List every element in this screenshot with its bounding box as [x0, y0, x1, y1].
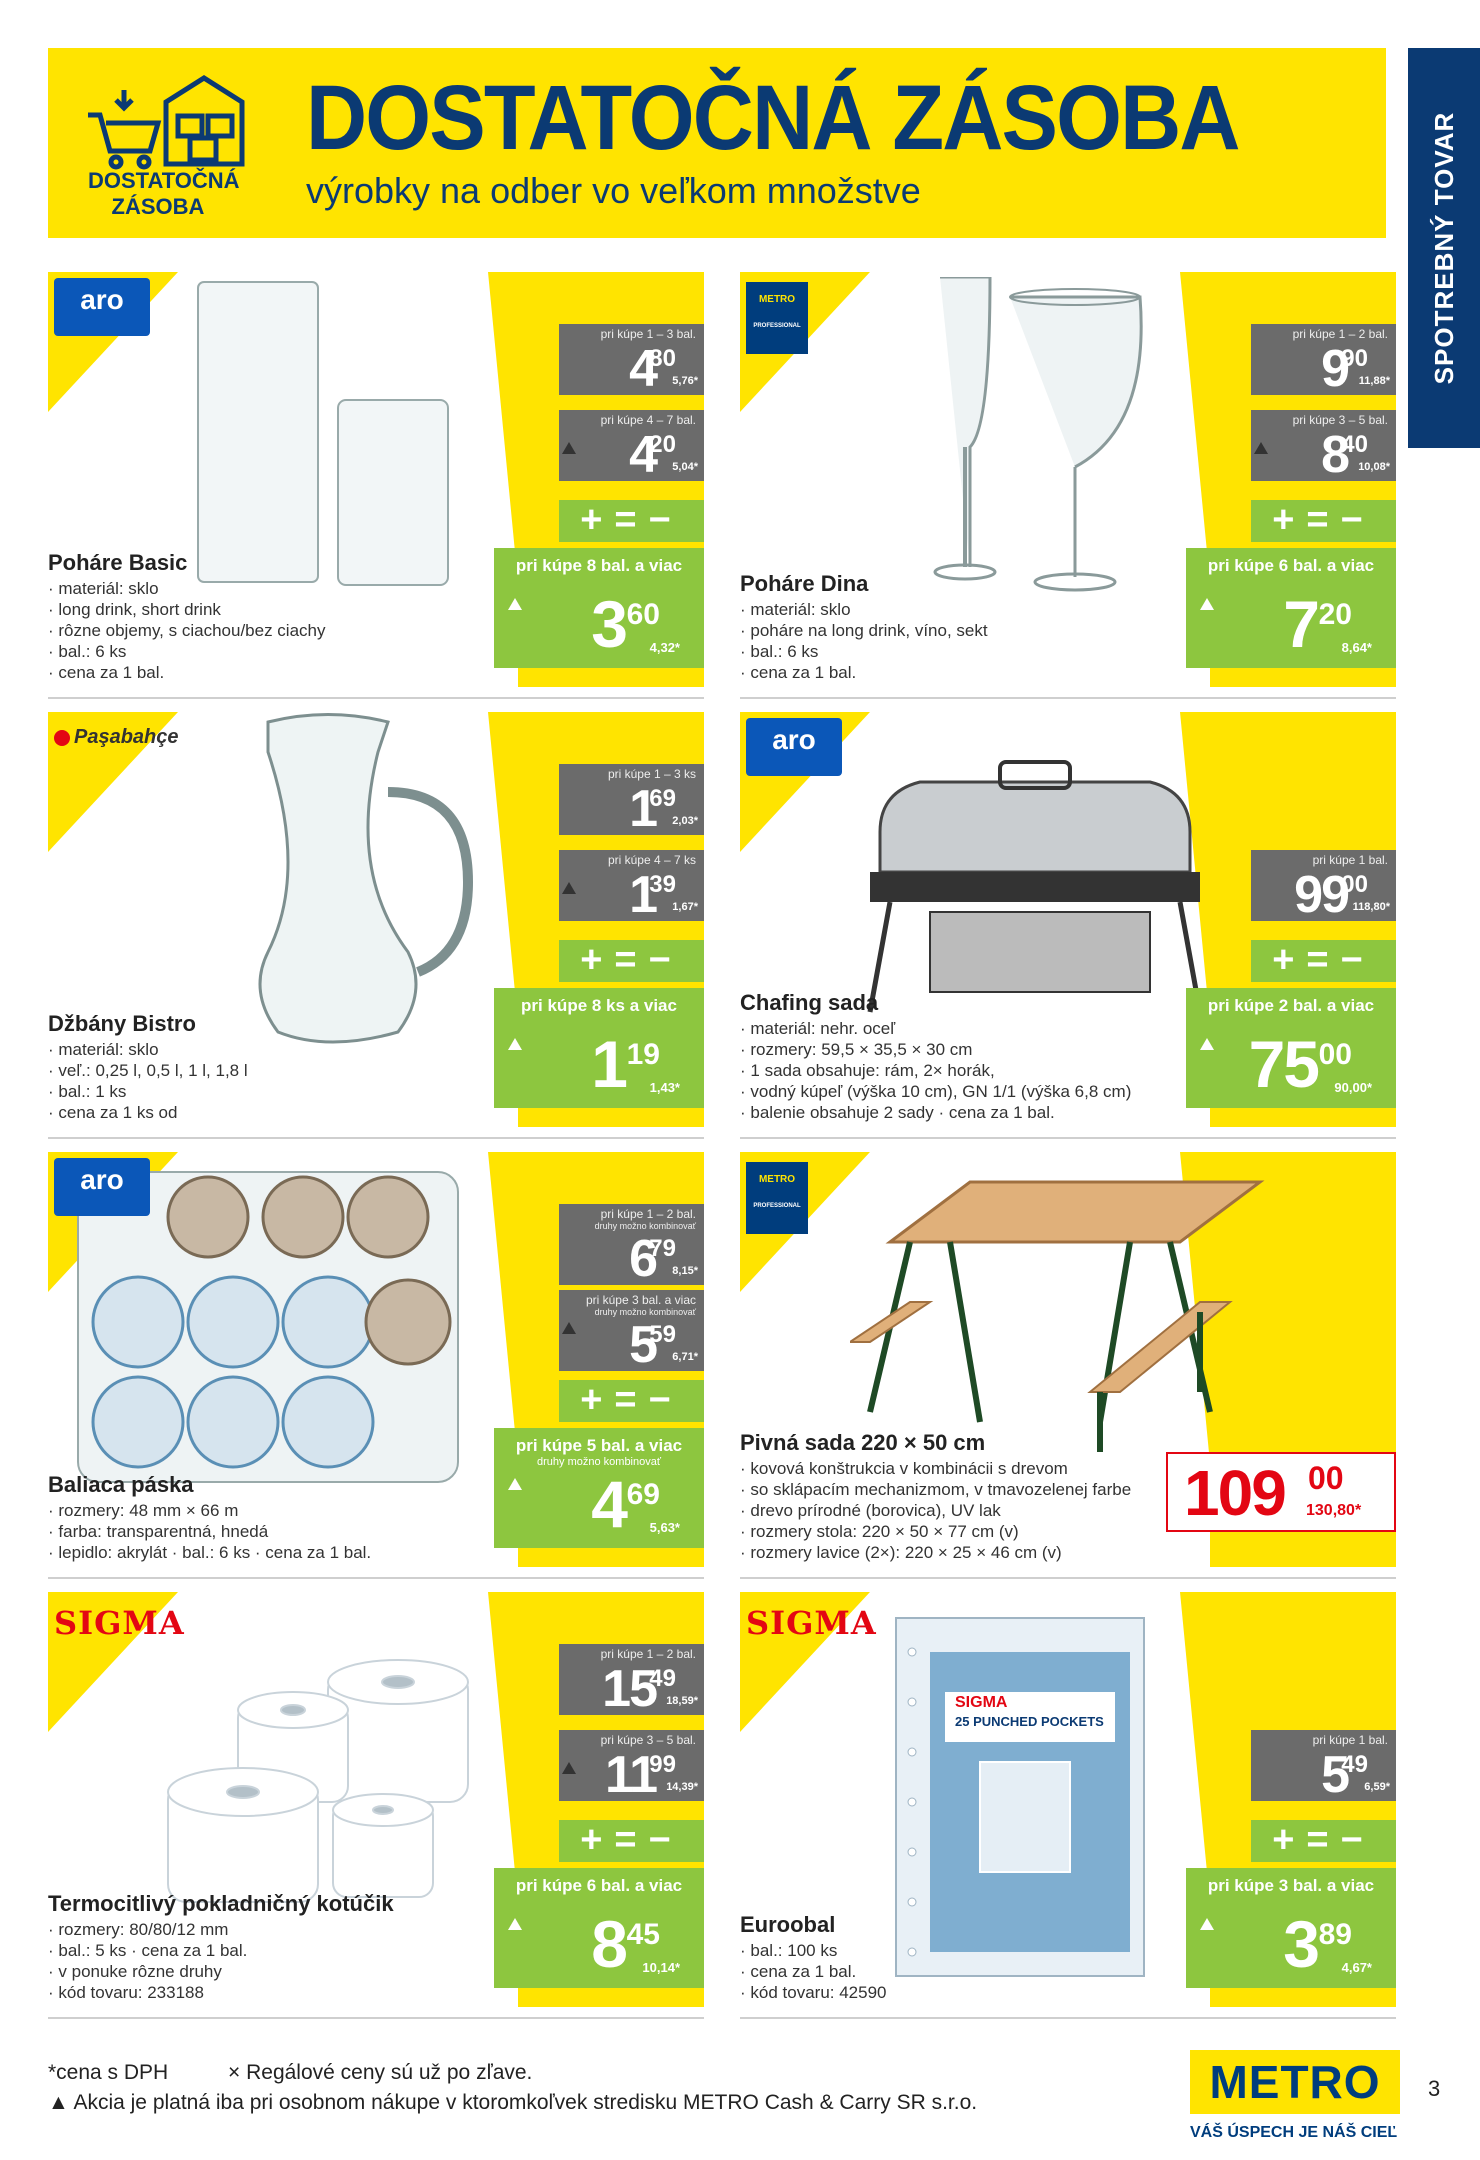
- price-box-red: 109 00 130,80*: [1166, 1452, 1396, 1532]
- best-price-box: pri kúpe 2 bal. a viac 75 00 90,00*: [1186, 988, 1396, 1108]
- divider: [48, 2017, 704, 2019]
- detail-item: · bal.: 6 ks: [48, 641, 326, 662]
- best-price-box: pri kúpe 3 bal. a viac 3 89 4,67*: [1186, 1868, 1396, 1988]
- detail-item: · rôzne objemy, s ciachou/bez ciachy: [48, 620, 326, 641]
- detail-item: · rozmery: 80/80/12 mm: [48, 1919, 247, 1940]
- icon-label: DOSTATOČNÁ ZÁSOBA: [88, 168, 240, 219]
- brand-logo-pasabahce: Paşabahçe: [54, 726, 179, 749]
- promo-triangle-icon: [562, 882, 576, 894]
- brand-dot-icon: [54, 730, 70, 746]
- detail-item: · cena za 1 bal.: [740, 662, 988, 683]
- product-image: [850, 732, 1210, 1022]
- promo-triangle-icon: [1200, 1038, 1214, 1050]
- price-note: druhy možno kombinovať: [594, 1307, 696, 1317]
- detail-item: · bal.: 6 ks: [740, 641, 988, 662]
- price-tier-box: [559, 410, 704, 484]
- price-tier-box: [559, 1644, 704, 1718]
- product-title: Baliaca páska: [48, 1472, 194, 1497]
- divider: [48, 1577, 704, 1579]
- detail-item: · materiál: sklo: [48, 578, 326, 599]
- price-note: druhy možno kombinovať: [594, 1221, 696, 1231]
- price-condition: pri kúpe 1 – 2 bal.: [1292, 327, 1388, 341]
- detail-item: · cena za 1 bal.: [48, 662, 326, 683]
- detail-item: · bal.: 1 ks: [48, 1081, 248, 1102]
- product-image: [850, 1162, 1270, 1472]
- price-tier-box: [1251, 850, 1396, 924]
- detail-item: · materiál: sklo: [740, 599, 988, 620]
- best-price-box: pri kúpe 8 ks a viac 1 19 1,43*: [494, 988, 704, 1108]
- detail-item: · rozmery stola: 220 × 50 × 77 cm (v): [740, 1521, 1131, 1542]
- price-value: 5 49 6,59*: [1321, 1746, 1390, 1804]
- promo-triangle-icon: [508, 1478, 522, 1490]
- best-price-condition: pri kúpe 2 bal. a viac: [1207, 996, 1375, 1015]
- detail-item: · kovová konštrukcia v kombinácii s drevom: [740, 1458, 1131, 1479]
- price-value: 8 40 10,08*: [1321, 426, 1390, 484]
- product-card[interactable]: [740, 1592, 1396, 2007]
- detail-item: · materiál: nehr. oceľ: [740, 1018, 1131, 1039]
- detail-item: · bal.: 5 ks · cena za 1 bal.: [48, 1940, 247, 1961]
- price-value: 9 90 11,88*: [1321, 340, 1390, 398]
- price-value: 11 99 14,39*: [605, 1746, 698, 1804]
- best-price-condition: pri kúpe 6 bal. a viac: [1207, 556, 1375, 575]
- price-condition: pri kúpe 1 bal.: [1312, 853, 1388, 867]
- price-tier-box: [559, 1290, 704, 1374]
- price-value: 4 20 5,04*: [629, 426, 698, 484]
- price-condition: pri kúpe 3 bal. a viac: [585, 1293, 696, 1307]
- price-tier-box: [559, 1730, 704, 1804]
- product-details: [740, 1018, 1131, 1123]
- product-title: Džbány Bistro: [48, 1011, 196, 1036]
- detail-item: · long drink, short drink: [48, 599, 326, 620]
- product-image: [238, 712, 478, 1052]
- plus-equals-minus-icon: +=−: [1251, 500, 1396, 542]
- detail-item: · kód tovaru: 233188: [48, 1982, 247, 2003]
- divider: [48, 1137, 704, 1139]
- detail-item: · cena za 1 bal.: [740, 1961, 887, 1982]
- product-details: [48, 1919, 247, 2003]
- brand-logo-aro: aro: [54, 278, 150, 336]
- price-value: 99 00 118,80*: [1294, 866, 1390, 924]
- price-value: 15 49 18,59*: [602, 1660, 698, 1718]
- product-card[interactable]: [48, 1592, 704, 2007]
- promo-triangle-icon: [1200, 1918, 1214, 1930]
- price-condition: pri kúpe 4 – 7 bal.: [600, 413, 696, 427]
- price-condition: pri kúpe 1 – 3 bal.: [600, 327, 696, 341]
- promo-triangle-icon: [562, 442, 576, 454]
- detail-item: · vodný kúpeľ (výška 10 cm), GN 1/1 (výška 6,8 cm): [740, 1081, 1131, 1102]
- brand-logo-aro: aro: [746, 718, 842, 776]
- product-title: Pivná sada 220 × 50 cm: [740, 1430, 986, 1455]
- detail-item: · farba: transparentná, hnedá: [48, 1521, 371, 1542]
- detail-item: · balenie obsahuje 2 sady · cena za 1 bal.: [740, 1102, 1131, 1123]
- price-condition: pri kúpe 1 bal.: [1312, 1733, 1388, 1747]
- detail-item: · poháre na long drink, víno, sekt: [740, 620, 988, 641]
- product-image: [900, 277, 1160, 597]
- best-price-note: druhy možno kombinovať: [537, 1456, 661, 1468]
- promo-triangle-icon: [1254, 442, 1268, 454]
- detail-item: · veľ.: 0,25 l, 0,5 l, 1 l, 1,8 l: [48, 1060, 248, 1081]
- best-price-box: pri kúpe 8 bal. a viac 3 60 4,32*: [494, 548, 704, 668]
- promo-triangle-icon: [508, 598, 522, 610]
- product-title: Poháre Basic: [48, 550, 188, 575]
- page-subtitle: výrobky na odber vo veľkom množstve: [306, 170, 921, 211]
- detail-item: · bal.: 100 ks: [740, 1940, 887, 1961]
- promo-triangle-icon: [562, 1762, 576, 1774]
- price-value: 5 59 6,71*: [629, 1316, 698, 1374]
- price-value: 4 80 5,76*: [629, 340, 698, 398]
- product-details: [48, 1039, 248, 1123]
- price-tier-box: [559, 324, 704, 398]
- plus-equals-minus-icon: +=−: [559, 940, 704, 982]
- product-title: Chafing sada: [740, 990, 879, 1015]
- best-price-condition: pri kúpe 8 bal. a viac: [515, 556, 683, 575]
- detail-item: · lepidlo: akrylát · bal.: 6 ks · cena za 1 bal.: [48, 1542, 371, 1563]
- product-details: [48, 1500, 371, 1563]
- metro-logo[interactable]: METRO VÁŠ ÚSPECH JE NÁŠ CIEĽ: [1190, 2050, 1400, 2142]
- plus-equals-minus-icon: +=−: [559, 500, 704, 542]
- product-card[interactable]: [740, 272, 1396, 687]
- brand-logo-sigma: SIGMA: [54, 1604, 185, 1642]
- detail-item: · 1 sada obsahuje: rám, 2× horák,: [740, 1060, 1131, 1081]
- price-condition: pri kúpe 1 – 3 ks: [607, 767, 696, 781]
- header-banner: [48, 48, 1386, 238]
- price-value: 6 79 8,15*: [629, 1230, 698, 1288]
- detail-item: · rozmery lavice (2×): 220 × 25 × 46 cm (v): [740, 1542, 1131, 1563]
- product-card[interactable]: [48, 272, 704, 687]
- divider: [740, 1137, 1396, 1139]
- brand-logo-sigma: SIGMA: [746, 1604, 877, 1642]
- best-price-box: pri kúpe 5 bal. a viac druhy možno kombinovať 4 69 5,63*: [494, 1428, 704, 1548]
- divider: [740, 1577, 1396, 1579]
- promo-triangle-icon: [508, 1038, 522, 1050]
- detail-item: · rozmery: 59,5 × 35,5 × 30 cm: [740, 1039, 1131, 1060]
- product-image: [158, 1652, 478, 1912]
- divider: [48, 697, 704, 699]
- detail-item: · rozmery: 48 mm × 66 m: [48, 1500, 371, 1521]
- product-details: [740, 1458, 1131, 1563]
- brand-logo-metro: METRO PROFESSIONAL: [746, 1162, 808, 1234]
- promo-triangle-icon: [562, 1322, 576, 1334]
- best-price-condition: pri kúpe 3 bal. a viac: [1207, 1876, 1375, 1895]
- product-card[interactable]: [48, 1152, 704, 1567]
- best-price-box: pri kúpe 6 bal. a viac 7 20 8,64*: [1186, 548, 1396, 668]
- price-tier-box: [559, 764, 704, 838]
- page-title: DOSTATOČNÁ ZÁSOBA: [306, 67, 1239, 169]
- price-condition: pri kúpe 1 – 2 bal.: [600, 1207, 696, 1221]
- price-condition: pri kúpe 1 – 2 bal.: [600, 1647, 696, 1661]
- product-details: [740, 1940, 887, 2003]
- best-price-box: pri kúpe 6 bal. a viac 8 45 10,14*: [494, 1868, 704, 1988]
- plus-equals-minus-icon: +=−: [559, 1820, 704, 1862]
- cart-warehouse-icon: [78, 70, 248, 170]
- product-details: [48, 578, 326, 683]
- divider: [740, 697, 1396, 699]
- price-value: 1 39 1,67*: [629, 866, 698, 924]
- product-card[interactable]: [740, 1152, 1396, 1567]
- plus-equals-minus-icon: +=−: [559, 1380, 704, 1422]
- detail-item: · so sklápacím mechanizmom, v tmavozelenej farbe: [740, 1479, 1131, 1500]
- detail-item: · materiál: sklo: [48, 1039, 248, 1060]
- price-tier-box: [559, 1204, 704, 1288]
- price-tier-box: [559, 850, 704, 924]
- detail-item: · cena za 1 ks od: [48, 1102, 248, 1123]
- product-title: Termocitlivý pokladničný kotúčik: [48, 1891, 394, 1916]
- footer-notes: *cena s DPH × Regálové ceny sú už po zľave. ▲ Akcia je platná iba pri osobnom nákupe v ktoromkoľvek stredisku METRO Cash & Carry SR s.r.o.: [48, 2061, 978, 2114]
- category-tab[interactable]: SPOTREBNÝ TOVAR: [1408, 48, 1480, 448]
- page-number: 3: [1428, 2076, 1441, 2101]
- promo-triangle-icon: [508, 1918, 522, 1930]
- brand-logo-aro: aro: [54, 1158, 150, 1216]
- product-title: Euroobal: [740, 1912, 836, 1937]
- price-value: 1 69 2,03*: [629, 780, 698, 838]
- best-price-condition: pri kúpe 6 bal. a viac: [515, 1876, 683, 1895]
- price-condition: pri kúpe 4 – 7 ks: [607, 853, 696, 867]
- best-price-condition: pri kúpe 8 ks a viac: [521, 996, 677, 1015]
- price-condition: pri kúpe 3 – 5 bal.: [600, 1733, 696, 1747]
- product-title: Poháre Dina: [740, 571, 869, 596]
- product-card[interactable]: [740, 712, 1396, 1127]
- pack-label: 25 PUNCHED POCKETS: [955, 1714, 1104, 1729]
- slogan: VÁŠ ÚSPECH JE NÁŠ CIEĽ: [1190, 2124, 1398, 2141]
- detail-item: · kód tovaru: 42590: [740, 1982, 887, 2003]
- promo-triangle-icon: [1200, 598, 1214, 610]
- price-condition: pri kúpe 3 – 5 bal.: [1292, 413, 1388, 427]
- product-card[interactable]: [48, 712, 704, 1127]
- price-tier-box: [1251, 410, 1396, 484]
- product-image: [890, 1612, 1150, 1982]
- plus-equals-minus-icon: +=−: [1251, 1820, 1396, 1862]
- price-tier-box: [1251, 324, 1396, 398]
- best-price-condition: pri kúpe 5 bal. a viac: [515, 1436, 683, 1455]
- price-tier-box: [1251, 1730, 1396, 1804]
- product-details: [740, 599, 988, 683]
- detail-item: · v ponuke rôzne druhy: [48, 1961, 247, 1982]
- brand-logo-metro: METRO PROFESSIONAL: [746, 282, 808, 354]
- plus-equals-minus-icon: +=−: [1251, 940, 1396, 982]
- product-image: [188, 280, 478, 590]
- pack-brand: SIGMA: [955, 1694, 1008, 1711]
- divider: [740, 2017, 1396, 2019]
- detail-item: · drevo prírodné (borovica), UV lak: [740, 1500, 1131, 1521]
